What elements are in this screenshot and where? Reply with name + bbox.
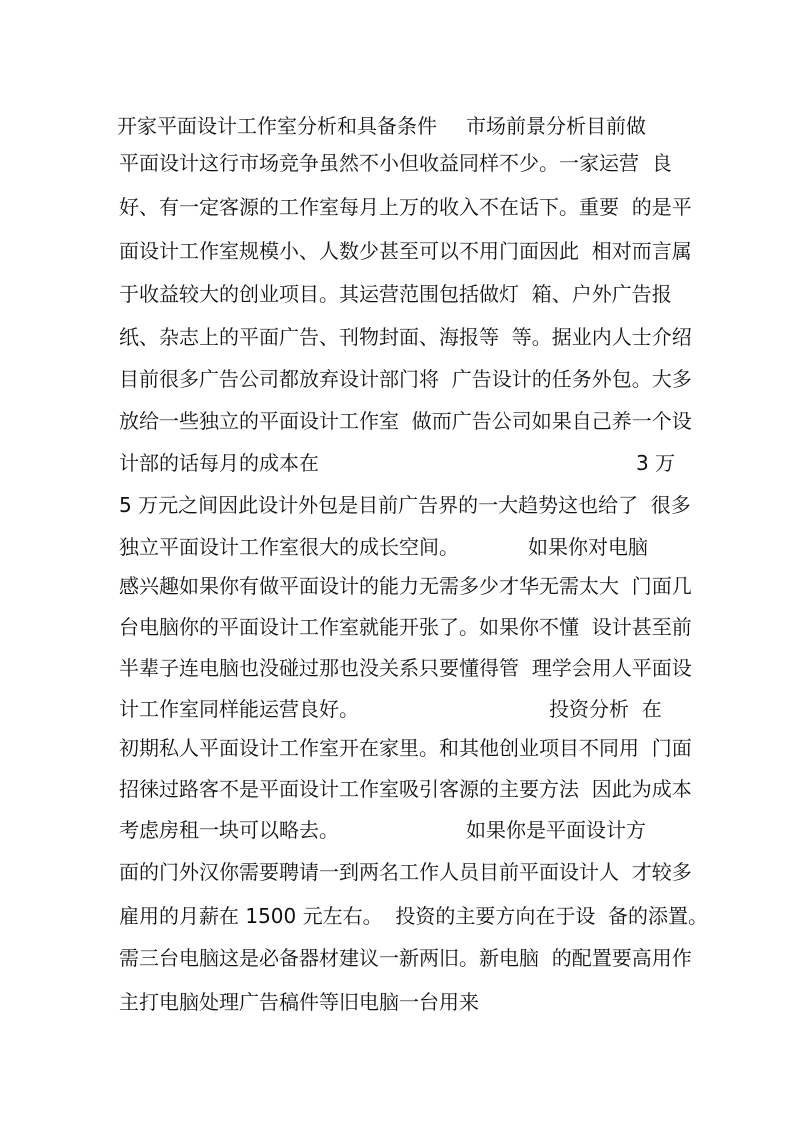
text-line-3: 好、有一定客源的工作室每月上万的收入不在话下。重要 的是平 xyxy=(119,195,692,219)
text-line-7: 目前很多广告公司都放弃设计部门将 广告设计的任务外包。大多 xyxy=(119,367,692,391)
text-line-13: 台电脑你的平面设计工作室就能开张了。如果你不懂 设计甚至前 xyxy=(119,615,692,639)
text-line-21: 需三台电脑这是必备器材建议一新两旧。新电脑 的配置要高用作 xyxy=(119,946,692,970)
text-line-9-right: 3 万 xyxy=(636,451,676,475)
text-line-18: 考虑房租一块可以略去。 xyxy=(119,818,339,842)
text-line-11-right: 如果你对电脑 xyxy=(528,535,648,559)
text-line-22: 主打电脑处理广告稿件等旧电脑一台用来 xyxy=(119,990,479,1014)
text-line-1-right: 市场前景分析目前做 xyxy=(466,114,646,138)
text-line-2: 平面设计这行市场竞争虽然不小但收益同样不少。一家运营 良 xyxy=(119,151,672,175)
text-line-6: 纸、杂志上的平面广告、刊物封面、海报等 等。据业内人士介绍 xyxy=(119,325,692,349)
text-line-16: 初期私人平面设计工作室开在家里。和其他创业项目不同用 门面 xyxy=(119,736,692,760)
text-line-1: 开家平面设计工作室分析和具备条件 xyxy=(117,114,437,138)
text-line-20: 雇用的月薪在 1500 元左右。 投资的主要方向在于设 备的添置。 xyxy=(119,904,709,928)
text-line-15: 计工作室同样能运营良好。 xyxy=(119,697,359,721)
text-line-11: 独立平面设计工作室很大的成长空间。 xyxy=(119,535,459,559)
text-line-12: 感兴趣如果你有做平面设计的能力无需多少才华无需太大 门面几 xyxy=(119,574,692,598)
text-line-15-right: 投资分析 在 xyxy=(549,697,662,721)
text-line-5: 于收益较大的创业项目。其运营范围包括做灯 箱、户外广告报 xyxy=(119,282,672,306)
text-line-18-right: 如果你是平面设计方 xyxy=(466,818,646,842)
text-line-17: 招徕过路客不是平面设计工作室吸引客源的主要方法 因此为成本 xyxy=(119,777,692,801)
text-line-10: 5 万元之间因此设计外包是目前广告界的一大趋势这也给了 很多 xyxy=(119,493,691,517)
text-line-19: 面的门外汉你需要聘请一到两名工作人员目前平面设计人 才较多 xyxy=(119,860,692,884)
text-line-4: 面设计工作室规模小、人数少甚至可以不用门面因此 相对而言属 xyxy=(119,239,692,263)
text-line-14: 半辈子连电脑也没碰过那也没关系只要懂得管 理学会用人平面设 xyxy=(119,656,692,680)
text-line-9: 计部的话每月的成本在 xyxy=(119,451,319,475)
text-line-8: 放给一些独立的平面设计工作室 做而广告公司如果自己养一个设 xyxy=(119,409,692,433)
